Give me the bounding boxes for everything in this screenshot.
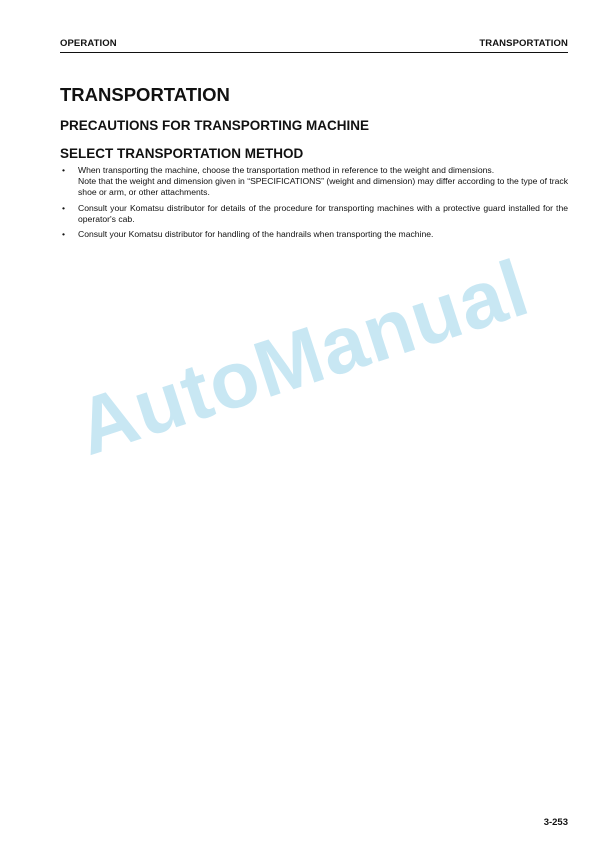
bullet-icon: • [62,202,66,213]
list-item-text: When transporting the machine, choose the transportation method in reference to the weight and dimensions. [78,165,495,175]
page-number: 3-253 [543,817,568,828]
bullet-icon: • [62,165,66,175]
list-item-text: Consult your Komatsu distributor for details of the procedure for transporting machines with a protective guard installed for the operator's cab. [78,202,568,224]
list-item [60,203,568,225]
watermark: AutoManual [66,242,539,472]
header-section: TRANSPORTATION [479,38,568,49]
page-subtitle: PRECAUTIONS FOR TRANSPORTING MACHINE [60,118,370,133]
list-item [60,229,568,240]
list-item [60,165,568,199]
section-heading: SELECT TRANSPORTATION METHOD [60,146,304,161]
instruction-list [60,165,568,244]
list-item-note: Note that the weight and dimension given in “SPECIFICATIONS” (weight and dimension) may differ according to the type of track shoe or arm, or other attachments. [78,176,568,198]
list-item-text: Consult your Komatsu distributor for handling of the handrails when transporting the machine. [78,229,434,240]
page-header [60,38,568,53]
bullet-icon: • [62,229,66,240]
page-title: TRANSPORTATION [60,84,230,105]
header-chapter: OPERATION [60,38,117,49]
